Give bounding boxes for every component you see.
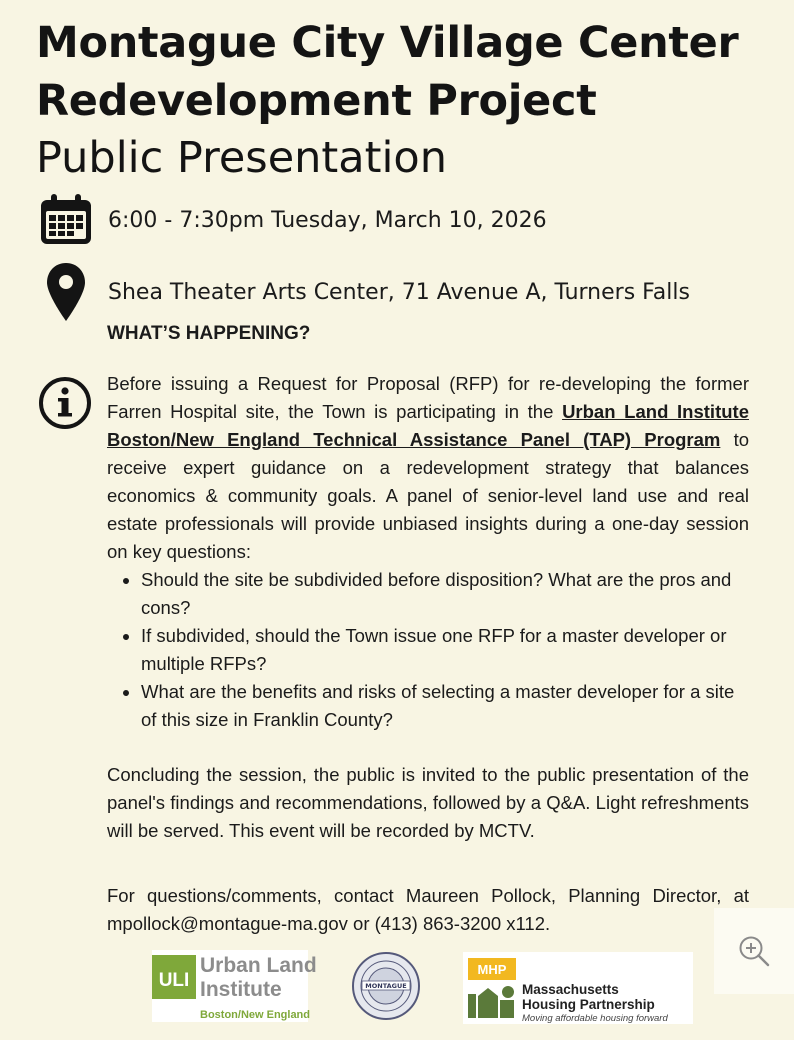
zoom-in-icon — [737, 934, 771, 968]
questions-list — [107, 566, 749, 734]
tap-program-link[interactable]: Urban Land Institute Boston/New England Technical Assistance Panel (TAP) Program — [107, 401, 749, 450]
sponsor-logos — [0, 950, 794, 1030]
mhp-logo — [463, 952, 693, 1024]
intro-text-after: to receive expert guidance on a redevelopment strategy that balances economics & community goals. A panel of senior-level land use and real estate professionals will provide unbiased insights during a one-day session on key questions: — [107, 429, 749, 562]
contact-paragraph: For questions/comments, contact Maureen Pollock, Planning Director, at mpollock@montague-ma.gov or (413) 863-3200 x112. — [107, 885, 749, 934]
uli-sub: Boston/New England — [200, 1009, 310, 1021]
list-item: • Should the site be subdivided before disposition? What are the pros and cons? — [141, 566, 749, 622]
town-seal — [353, 953, 419, 1019]
list-item: • What are the benefits and risks of selecting a master developer for a site of this size in Franklin County? — [141, 678, 749, 734]
map-pin-icon — [36, 262, 96, 322]
event-location: Shea Theater Arts Center, 71 Avenue A, Turners Falls — [108, 279, 690, 305]
mhp-line1: Massachusetts — [522, 982, 619, 997]
zoom-in-button[interactable] — [714, 908, 794, 994]
mhp-line2: Housing Partnership — [522, 997, 655, 1012]
info-icon — [37, 375, 93, 435]
page-subtitle: Public Presentation — [36, 133, 447, 183]
uli-line1: Urban Land — [200, 954, 317, 977]
seal-text: MONTAGUE — [365, 982, 407, 990]
event-datetime: 6:00 - 7:30pm Tuesday, March 10, 2026 — [108, 207, 547, 233]
mhp-tagline: Moving affordable housing forward — [522, 1013, 668, 1024]
uli-line2: Institute — [200, 978, 282, 1001]
calendar-icon — [36, 192, 96, 248]
section-heading: WHAT’S HAPPENING? — [107, 323, 311, 344]
uli-logo — [152, 950, 317, 1022]
event-datetime-row — [36, 192, 547, 248]
intro-text-before: Before issuing a Request for Proposal (RFP) for re-developing the former Farren Hospital site, the Town is participating in the — [107, 373, 749, 422]
page-title: Montague City Village Center Redevelopment Project — [36, 18, 739, 126]
uli-mark: ULI — [158, 970, 190, 991]
mhp-mark: MHP — [477, 962, 507, 977]
list-item: • If subdivided, should the Town issue one RFP for a master developer or multiple RFPs? — [141, 622, 749, 678]
intro-paragraph — [107, 370, 749, 734]
event-location-row — [36, 262, 690, 322]
concluding-paragraph: Concluding the session, the public is invited to the public presentation of the panel's findings and recommendations, followed by a Q&A. Light refreshments will be served. This event will be recorded by MCTV. — [107, 764, 749, 841]
